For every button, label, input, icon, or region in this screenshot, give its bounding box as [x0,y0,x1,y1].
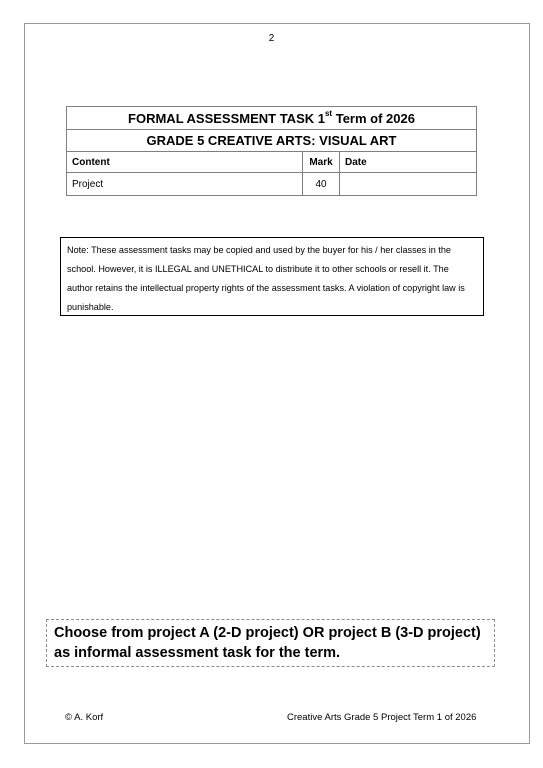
footer-author: © A. Korf [65,712,104,723]
table-row [67,173,477,196]
header-content: Content [67,152,303,173]
table-title-rest: Term of 2026 [332,110,415,126]
table-title [67,107,477,130]
table-title-main: FORMAL ASSESSMENT TASK 1 [128,110,325,126]
cell-date [340,173,477,196]
copyright-note: Note: These assessment tasks may be copied and used by the buyer for his / her classes in the school. However, it is ILLEGAL and UNETHICAL to distribute it to other schools or resell it. The author retains the intellectual property rights of the assessment tasks. A violation of copyright law is punishable. [60,237,484,316]
table-subtitle: GRADE 5 CREATIVE ARTS: VISUAL ART [67,130,477,152]
header-mark: Mark [303,152,340,173]
table-header-row [67,152,477,173]
table-title-superscript: st [324,109,333,119]
header-date: Date [340,152,477,173]
footer-title: Creative Arts Grade 5 Project Term 1 of 2026 [287,712,477,723]
cell-mark: 40 [303,173,340,196]
project-choice-instruction: Choose from project A (2-D project) OR project B (3-D project) as informal assessment task for the term. [46,619,495,667]
page-number: 2 [268,33,275,44]
cell-content: Project [67,173,303,196]
assessment-table [66,106,477,196]
